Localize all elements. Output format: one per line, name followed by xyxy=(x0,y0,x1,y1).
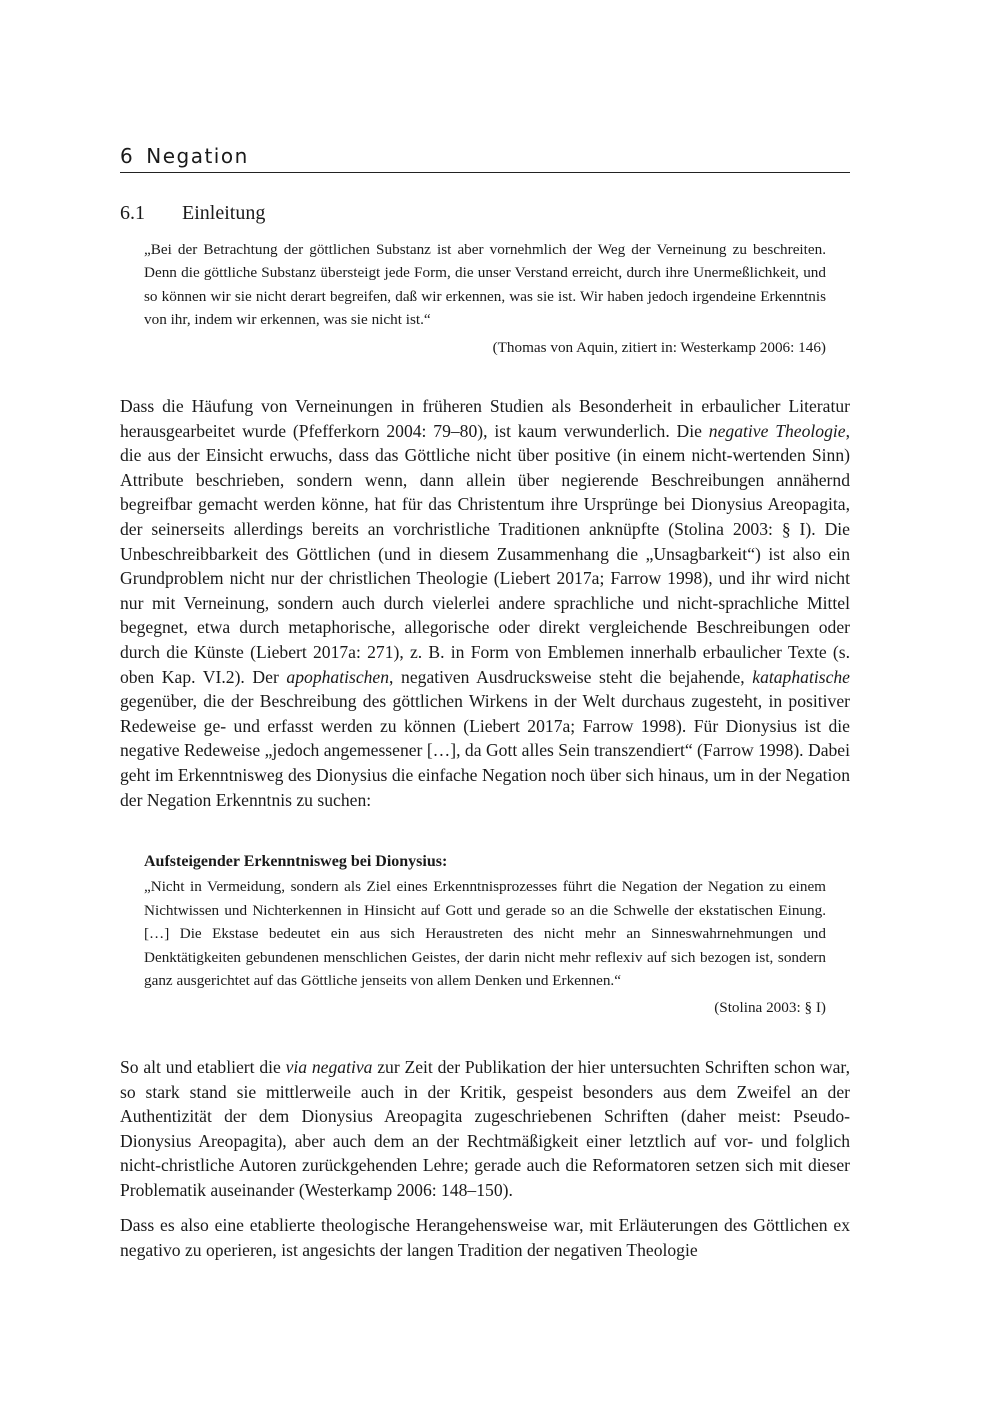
block-quote-title: Aufsteigender Erkenntnisweg bei Dionysius: xyxy=(144,853,448,870)
section-heading xyxy=(120,202,265,225)
paragraph-3-text: Dass es also eine etablierte theologische Herangehensweise war, mit Erläuterungen des Göttlichen ex negativo zu operieren, ist angesichts der langen Tradition der negativen Theologie xyxy=(120,1215,850,1260)
paragraph-1-emphasis: kataphatische xyxy=(752,666,850,687)
paragraph-1 xyxy=(120,394,850,812)
block-quote-text: „Nicht in Vermeidung, sondern als Ziel eines Erkenntnisprozesses führt die Negation der Negation zu einem Nichtwissen und Nichterkennen in Hinsicht auf Gott und gerade so an die Schwelle der ekstatischen Einung. […] Die Ekstase bedeutet ein aus sich Heraustreten des nicht mehr an Sinneswahrnehmungen und Denktätigkeiten gebundenen menschlichen Geistes, der darin nicht mehr reflexiv auf sich bezogen ist, sondern ganz ausgerichtet auf das Göttliche jenseits von allem Denken und Erkennen.“ xyxy=(144,878,826,990)
section-number: 6.1 xyxy=(120,202,145,224)
chapter-heading xyxy=(120,144,850,173)
epigraph-text: „Bei der Betrachtung der göttlichen Substanz ist aber vornehmlich der Weg der Verneinung zu beschreiten. Denn die göttliche Substanz übersteigt jede Form, die unser Verstand erreicht, durch ihre Unermeßlichkeit, und so können wir sie nicht derart begreifen, daß wir erkennen, was sie ist. Wir haben jedoch irgendeine Erkenntnis von ihr, indem wir erkennen, was sie nicht ist.“ xyxy=(144,241,826,329)
chapter-title: Negation xyxy=(146,144,249,168)
chapter-number: 6 xyxy=(120,144,135,168)
paragraph-2-emphasis: via negativa xyxy=(285,1057,373,1077)
epigraph-quote xyxy=(144,238,826,359)
block-quote xyxy=(144,850,826,1020)
paragraph-1-text: , die aus der Einsicht erwuchs, dass das Göttliche nicht über positive (in einem nicht-wertenden Sinn) Attribute beschrieben, sondern wenn, dann allein über negierende Beschreibungen annähernd begreifbar gemacht werden könne, hat für das Christentum ihre Ursprünge bei Dionysius Areopagita, der seinerseits allerdings bereits an vorchristliche Traditionen anknüpfte (Stolina 2003: § I). Die Unbeschreibbarkeit des Göttlichen (und in diesem Zusammenhang die „Unsagbarkeit“) ist also ein Grundproblem nicht nur der christlichen Theologie (Liebert 2017a; Farrow 1998), und ihr wird nicht nur mit Verneinung, sondern auch durch vielerlei andere sprachliche und nicht-sprachliche Mittel begegnet, etwa durch metaphorische, allegorische oder direkt vergleichende Beschreibungen oder durch die Künste (Liebert 2017a: 271), z. B. in Form von Emblemen innerhalb erbaulicher Texte (s. oben Kap. VI.2). Der xyxy=(120,420,850,687)
epigraph-citation: (Thomas von Aquin, zitiert in: Westerkamp 2006: 146) xyxy=(492,338,826,356)
paragraph-2 xyxy=(120,1055,850,1203)
paragraph-1-emphasis: negative Theologie xyxy=(708,420,846,441)
paragraph-1-text: gegenüber, die der Beschreibung des göttlichen Wirkens in der Welt durchaus zugesteht, in positiver Redeweise ge- und erfasst werden zu können (Liebert 2017a; Farrow 1998). Für Dionysius ist die negative Redeweise „jedoch angemessener […], da Gott alles Sein transzendiert“ (Farrow 1998). Dabei geht im Erkenntnisweg des Dionysius die einfache Negation noch über sich hinaus, um in der Negation der Negation Erkenntnis zu suchen: xyxy=(120,691,850,810)
paragraph-2-text: So alt und etabliert die xyxy=(120,1057,286,1077)
paragraph-1-text: Dass die Häufung von Verneinungen in früheren Studien als Besonderheit in erbaulicher Literatur herausgearbeitet wurde (Pfefferkorn 2004: 79–80), ist kaum verwunderlich. Die xyxy=(120,396,850,441)
block-quote-citation: (Stolina 2003: § I) xyxy=(714,999,826,1017)
paragraph-2-text: zur Zeit der Publikation der hier untersuchten Schriften schon war, so stark stand sie mittlerweile auch in der Kritik, gespeist besonders aus dem Zweifel an der Authentizität der dem Dionysius Areopagita zugeschriebenen Schriften (daher meist: Pseudo-Dionysius Areopagita), aber auch dem an der Rechtmäßigkeit einer letztlich auf vor- und folglich nicht-christliche Autoren zurückgehenden Lehre; gerade auch die Reformatoren setzen sich mit dieser Problematik auseinander (Westerkamp 2006: 148–150). xyxy=(120,1057,850,1200)
paragraph-3 xyxy=(120,1213,850,1262)
paragraph-1-text: , negativen Ausdrucksweise steht die bejahende, xyxy=(389,666,753,687)
paragraph-1-emphasis: apophatischen xyxy=(286,666,390,687)
section-title: Einleitung xyxy=(182,202,266,224)
